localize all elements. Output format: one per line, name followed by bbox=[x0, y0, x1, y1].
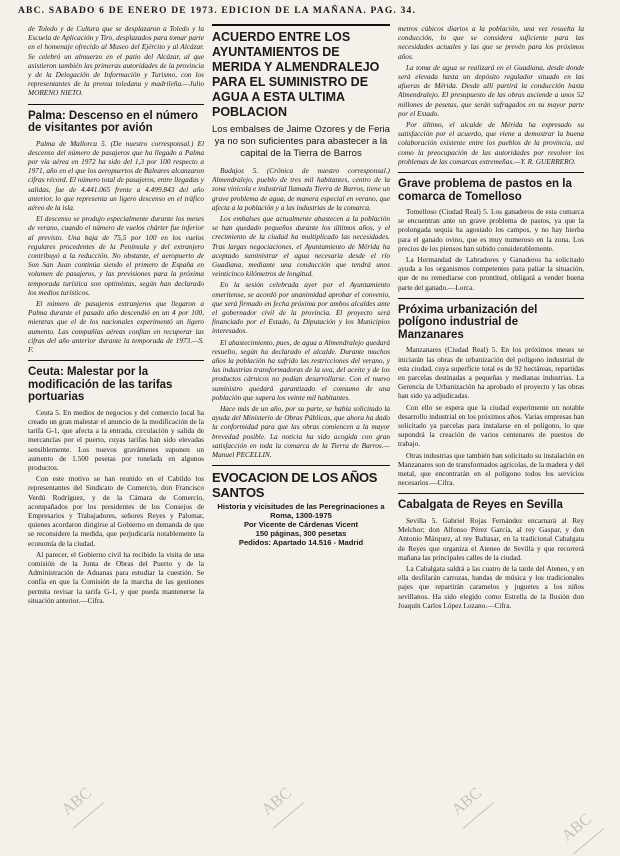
article-ceuta-p1: Ceuta 5. En medios de negocios y del comercio local ha creado un gran malestar el anuncio de la modificación de la tarifa G-1, que afecta a la entrada, circulación y salida de mercancías por el puerto, cuyas tarifas han sido elevadas sensiblemente. Los nuevos gravámenes suponen un aumento de 1.500 pesetas por tonelada en algunos productos. bbox=[28, 407, 204, 473]
headline-merida: ACUERDO ENTRE LOS AYUNTAMIENTOS DE MERIDA Y ALMENDRALEJO PARA EL SUMINISTRO DE AGUA A ESTA ULTIMA POBLACION bbox=[212, 24, 390, 120]
article-sevilla-p2: La Cabalgata saldrá a las cuatro de la tarde del Ateneo, y en ella desfilarán carrozas, bandas de música y los tradicionales pajes que repartirán caramelos y juguetes a los niños sevillanos. Ha sido elegido como Estrella de la Ilusión don Joaquín Carlos López Lozano.—Cifra. bbox=[398, 563, 584, 610]
article-merida-p1: Badajoz 5. (Crónica de nuestro corresponsal.) Almendralejo, pueblo de tres mil habitantes, centro de la zona vinícola e industrial llamada Tierra de Barros, tiene un grave problema de agua, de manera especial en verano, que afecta a la población y a las industrias de la comarca. bbox=[212, 166, 390, 212]
divider bbox=[28, 104, 204, 105]
article-palma-p2: El descenso se produjo especialmente durante los meses de verano, cuando el número de vuelos chárter fue inferior al previsto. Una baja de 75,5 por 100 en los vuelos regulares procedentes de la Península y del extranjero contribuyó a la reducción. No obstante, el aeropuerto de Son San Juan continúa siendo el primero de España en volumen de pasajeros, y las previsiones para la próxima temporada turística son optimistas, según han declarado los medios turísticos. bbox=[28, 214, 204, 297]
abc-watermark: ABC bbox=[256, 782, 304, 828]
deck-merida: Los embalses de Jaime Ozores y de Feria ya no son suficientes para abastecer a la capital de la Tierra de Barros bbox=[212, 124, 390, 159]
abc-watermark: ABC bbox=[56, 782, 104, 828]
article-merida-cont-p2: La toma de agua se realizará en el Guadiana, desde donde será elevada hasta un depósito regulador situado en las afueras de Mérida. Desde allí partirá la conducción hasta Almendralejo. El presupuesto de las obras asciende a unos 52 millones de pesetas, que serán sufragados en su mayor parte por el Estado. bbox=[398, 62, 584, 118]
article-sevilla-p1: Sevilla 5. Gabriel Rojas Fernández encarnará al Rey Melchor; don Alfonso Pérez García, al rey Gaspar, y don Antonio Márquez, al rey Baltasar, en la tradicional Cabalgata de Reyes que organiza el Ateneo de Sevilla y que recorrerá mañana las principales calles de la ciudad. bbox=[398, 515, 584, 562]
divider bbox=[398, 298, 584, 299]
headline-tomelloso: Grave problema de pastos en la comarca de Tomelloso bbox=[398, 178, 572, 203]
divider bbox=[212, 465, 390, 466]
column-1 bbox=[28, 24, 204, 607]
headline-palma: Palma: Descenso en el número de visitantes por avión bbox=[28, 109, 199, 135]
article-ceuta-p2: Con este motivo se han reunido en el Cabildo los representantes del Sindicato de Comercio, don Francisco Verdú Rodríguez, y de la Cámara de Comercio, acompañados por los presidentes de los Consejos de Empresarios y Trabajadores, señores Reyes y Palomar, quienes acordaron dirigirse al Gobierno en demanda de que se reconsidere la medida, que perjudicaría notablemente la economía de la ciudad. bbox=[28, 474, 204, 548]
ad-price: 150 páginas, 300 pesetas bbox=[255, 529, 347, 539]
masthead: ABC. SABADO 6 DE ENERO DE 1973. EDICION DE LA MAÑANA. PAG. 34. bbox=[18, 6, 417, 16]
article-merida-p3: En la sesión celebrada ayer por el Ayuntamiento emeritense, se acordó por unanimidad aprobar el convenio, que será firmado en fecha próxima por ambos alcaldes ante el gobernador civil de la provincia. El proyecto será financiado por el Estado, la Diputación y los Municipios interesados. bbox=[212, 280, 390, 336]
divider bbox=[28, 360, 204, 361]
abc-watermark: ABC bbox=[556, 808, 604, 854]
article-manzanares-p3: Otras industrias que también han solicitado su instalación en Manzanares son de transformados agrícolas, de la madera y del metal, que encontrarán en el polígono todos los servicios necesarios.—Cifra. bbox=[398, 450, 584, 488]
article-merida-cont-p1: metros cúbicos diarios a la población, una vez resuelta la conducción, lo que se considera suficiente para las necesidades actuales y las que se prevén para los próximos años. bbox=[398, 24, 584, 61]
ad-orders: Pedidos: Apartado 14.516 - Madrid bbox=[238, 538, 364, 548]
article-merida-p5: Hace más de un año, por su parte, se había solicitado la ayuda del Ministerio de Obras Públicas, que ahora ha dado la conformidad para que las obras comiencen a la mayor brevedad posible. La noticia ha sido acogida con gran satisfacción en toda la comarca de la Tierra de Barros.—Manuel PECELLIN. bbox=[212, 404, 390, 460]
column-2 bbox=[212, 24, 390, 547]
article-palma-p1: Palma de Mallorca 5. (De nuestro corresponsal.) El descenso del número de pasajeros que ha llegado a Palma por vía aérea en 1972 ha sido del 1,3 por 100 respecto a 1971, año en el que los aeropuertos de Baleares alcanzaron cifras récord. El número total de pasajeros, entre llegadas y salidas, fue de 4.441.065 frente a 4.499.843 del año anterior, lo que representa un ligero descenso en el tráfico aéreo de la isla. bbox=[28, 138, 204, 213]
article-tomelloso-p2: La Hermandad de Labradores y Ganaderos ha solicitado ayuda a los organismos competentes para paliar la situación, que de no remediarse con prontitud, obligará a vender buena parte del ganado.—Lorca. bbox=[398, 255, 584, 292]
divider bbox=[398, 493, 584, 494]
ad-subtitle: Historia y vicisitudes de las Peregrinaciones a Roma, 1300-1975 bbox=[217, 502, 385, 521]
article-manzanares-p2: Con ello se espera que la ciudad experimente un notable desarrollo industrial en los próximos años. Varias empresas han solicitado ya parcelas para instalarse en el polígono, lo que supondrá la creación de varios centenares de puestos de trabajo. bbox=[398, 402, 584, 449]
article-manzanares-p1: Manzanares (Ciudad Real) 5. En los próximos meses se iniciarán las obras de urbanización del polígono industrial de esta ciudad, cuya superficie total es de 92 hectáreas, repartidas en parcelas destinadas a pequeñas y medianas industrias. La Gerencia de Urbanización ha aprobado el proyecto y las obras han sido ya adjudicadas. bbox=[398, 345, 584, 401]
headline-manzanares: Próxima urbanización del polígono industrial de Manzanares bbox=[398, 303, 538, 341]
article-ceuta-p3: Al parecer, el Gobierno civil ha recibido la visita de una comisión de la Junta de Obras del Puerto y de la Administración de Aduanas para estudiar la cuestión. Se confía en que la Comisión de la marcha de las gestiones permita revisar la tarifa G-1, y que pueda mantenerse la situación anterior.—Cifra. bbox=[28, 549, 204, 605]
ad-author: Por Vicente de Cárdenas Vicent bbox=[243, 520, 359, 530]
abc-watermark: ABC bbox=[446, 782, 494, 828]
article-merida-p2: Los embalses que actualmente abastecen a la población se han quedado pequeños durante los últimos años, y el crecimiento de la ciudad ha multiplicado las necesidades. Tras largas negociaciones, el Ayuntamiento de Mérida ha aceptado suministrar el agua necesaria desde el río Guadiana, mediante una conducción que tendrá unos veinticinco kilómetros de longitud. bbox=[212, 214, 390, 279]
article-continuation: de Toledo y de Cultura que se desplazaron a Toledo y la Escuela de Aplicación y Tiro, desplazados para tomar parte en el homenaje ofrecido al Museo del Ejército y al Alcázar. Se celebró un almuerzo en el patio del Alcázar, al que asistieron también las primeras autoridades de la provincia y de la Delegación de Información y Turismo, con los representantes de la prensa toledana y madrileña.—Julio MORENO NIETO. bbox=[28, 24, 204, 98]
headline-ceuta: Ceuta: Malestar por la modificación de las tarifas portuarias bbox=[28, 366, 173, 404]
article-merida-p4: El abastecimiento, pues, de agua a Almendralejo quedará resuelto, según ha declarado el alcalde. Durante muchos años la población ha sufrido las restricciones del verano, y las industrias transformadoras de la uva, del aceite y de los productos cárnicos no podían desarrollarse. Con el nuevo suministro quedará garantizado el consumo de una población que supera los veinte mil habitantes. bbox=[212, 337, 390, 402]
ad-headline: EVOCACION DE LOS AÑOS SANTOS bbox=[212, 470, 378, 501]
article-merida-cont-p3: Por último, el alcalde de Mérida ha expresado su satisfacción por el acuerdo, que viene a demostrar la buena colaboración existente entre los pueblos de la provincia, así como la preocupación de las autoridades por resolver los problemas de las comarcas extremeñas.—Y. R. GUERRERO. bbox=[398, 120, 584, 166]
divider bbox=[398, 172, 584, 173]
column-3 bbox=[398, 24, 584, 612]
article-palma-p3: El número de pasajeros extranjeros que llegaron a Palma durante el pasado año descendió en un 4 por 100, mientras que el de los nacionales experimentó un ligero aumento. Las compañías aéreas confían en recuperar las cifras del año anterior durante la temporada de 1973.—S. F. bbox=[28, 299, 204, 355]
headline-sevilla: Cabalgata de Reyes en Sevilla bbox=[398, 499, 563, 512]
article-tomelloso-p1: Tomelloso (Ciudad Real) 5. Los ganaderos de esta comarca se encuentran ante un grave problema de pastos, ya que la prolongada sequía ha agostado los campos, y no hay hierba para el ganado ovino, que es muy numeroso en la zona. Los precios de los piensos han subido considerablemente. bbox=[398, 207, 584, 253]
